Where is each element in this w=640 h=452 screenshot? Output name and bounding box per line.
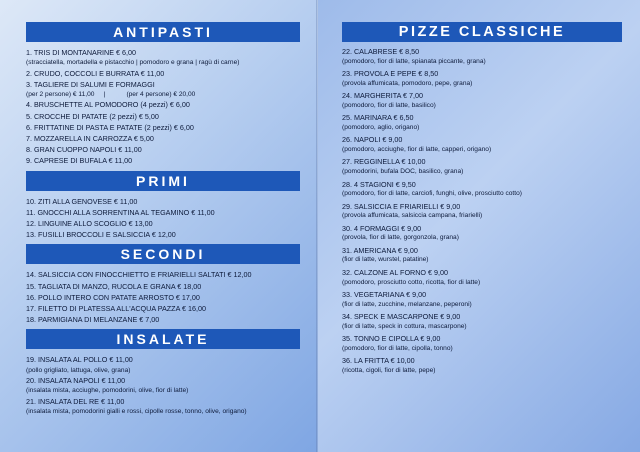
menu-item-name: 28. 4 STAGIONI € 9,50	[342, 179, 416, 189]
menu-item-name: 16. POLLO INTERO CON PATATE ARROSTO € 17,00	[26, 292, 200, 302]
menu-item-name: 27. REGGINELLA € 10,00	[342, 157, 426, 167]
menu-item-name: 13. FUSILLI BROCCOLI E SALSICCIA € 12,00	[26, 230, 176, 240]
menu-item-name: 33. VEGETARIANA € 9,00	[342, 290, 427, 300]
section-title: PRIMI	[26, 171, 300, 191]
menu-item-description: (pomodoro, aglio, origano)	[342, 123, 420, 131]
menu-item	[26, 375, 300, 396]
menu-item-name: 11. GNOCCHI ALLA SORRENTINA AL TEGAMINO € 11,00	[26, 207, 215, 217]
menu-item-name: 10. ZITI ALLA GENOVESE € 11,00	[26, 196, 138, 206]
section-primi	[26, 171, 300, 241]
menu-item	[26, 79, 300, 100]
menu-item-description: (pomodorini, bufala DOC, basilico, grana)	[342, 168, 464, 176]
menu-item-name: 1. TRIS DI MONTANARINE € 6,00	[26, 48, 136, 57]
menu-item	[342, 334, 622, 353]
menu-item-description: (pomodoro, fior di latte, basilico)	[342, 101, 436, 109]
section-title: PIZZE CLASSICHE	[342, 22, 622, 42]
menu-item-name: 24. MARGHERITA € 7,00	[342, 91, 423, 101]
menu-item	[26, 229, 300, 240]
menu-item	[26, 281, 300, 292]
menu-item	[342, 246, 622, 265]
menu-item-name: 9. CAPRESE DI BUFALA € 11,00	[26, 156, 133, 166]
menu-item	[26, 269, 300, 280]
menu-item-description: (provola, fior di latte, gorgonzola, grana)	[342, 234, 459, 242]
menu-item-description: (fior di latte, speck in cottura, mascarpone)	[342, 322, 467, 330]
menu-item	[26, 133, 300, 144]
menu-item	[342, 224, 622, 243]
section-insalate	[26, 329, 300, 416]
menu-item	[342, 91, 622, 110]
menu-item-name: 36. LA FRITTA € 10,00	[342, 356, 415, 366]
size-option: (per 4 persone) € 20,00	[126, 91, 196, 99]
menu-item-name: 14. SALSICCIA CON FINOCCHIETTO E FRIARIELLI SALTATI € 12,00	[26, 270, 252, 280]
menu-item-description: (pollo grigliato, lattuga, olive, grana)	[26, 366, 131, 374]
section-secondi	[26, 244, 300, 325]
size-separator: |	[103, 91, 106, 99]
menu-item-name: 22. CALABRESE € 8,50	[342, 47, 420, 56]
menu-item-description: (pomodoro, prosciutto cotto, ricotta, fior di latte)	[342, 278, 481, 286]
menu-item-name: 26. NAPOLI € 9,00	[342, 135, 403, 145]
pizza-list	[342, 47, 622, 375]
menu-item-name: 29. SALSICCIA E FRIARIELLI € 9,00	[342, 201, 461, 211]
menu-item	[26, 303, 300, 314]
menu-item-sizes	[26, 90, 300, 99]
menu-item-description: (pomodoro, fior di latte, spianata piccante, grana)	[342, 57, 486, 65]
menu-item	[342, 113, 622, 132]
menu-item	[342, 268, 622, 287]
menu-item-name: 31. AMERICANA € 9,00	[342, 245, 418, 255]
menu-item-description: (insalata mista, pomodorini gialli e rossi, cipolle rosse, tonno, olive, origano)	[26, 407, 247, 415]
menu-item	[342, 69, 622, 88]
menu-item-name: 32. CALZONE AL FORNO € 9,00	[342, 267, 448, 277]
menu-item-description: (pomodoro, acciughe, fior di latte, capperi, origano)	[342, 145, 492, 153]
menu-item	[26, 68, 300, 79]
menu-item	[26, 155, 300, 166]
menu-item-name: 5. CROCCHE DI PATATE (2 pezzi) € 5,00	[26, 111, 159, 121]
menu-item	[26, 354, 300, 375]
menu-item-name: 2. CRUDO, COCCOLI E BURRATA € 11,00	[26, 68, 165, 78]
section-antipasti	[26, 22, 300, 167]
menu-item-description: (provola affumicata, salsiccia campana, friarielli)	[342, 212, 483, 220]
menu-item-name: 8. GRAN CUOPPO NAPOLI € 11,00	[26, 145, 142, 155]
menu-item-name: 34. SPECK E MASCARPONE € 9,00	[342, 312, 461, 322]
menu-page-right	[318, 0, 640, 452]
menu-item-description: (provola affumicata, pomodoro, pepe, grana)	[342, 79, 473, 87]
menu-item-name: 19. INSALATA AL POLLO € 11,00	[26, 355, 133, 365]
menu-item	[342, 290, 622, 309]
menu-item-name: 12. LINGUINE ALLO SCOGLIO € 13,00	[26, 219, 153, 229]
menu-item-name: 30. 4 FORMAGGI € 9,00	[342, 223, 422, 233]
menu-item-name: 20. INSALATA NAPOLI € 11,00	[26, 376, 126, 386]
menu-item-description: (fior di latte, wurstel, patatine)	[342, 256, 429, 264]
menu-item	[342, 47, 622, 66]
menu-item	[26, 99, 300, 110]
menu-item-name: 21. INSALATA DEL RE € 11,00	[26, 396, 125, 406]
menu-item	[342, 202, 622, 221]
menu-item-description: (pomodoro, fior di latte, carciofi, funghi, olive, prosciutto cotto)	[342, 190, 522, 198]
menu-item	[26, 292, 300, 303]
menu-item	[342, 157, 622, 176]
menu-item-description: (insalata mista, acciughe, pomodorini, olive, fior di latte)	[26, 387, 189, 395]
menu-item-name: 35. TONNO E CIPOLLA € 9,00	[342, 334, 441, 344]
menu-item	[26, 144, 300, 155]
menu-item	[342, 135, 622, 154]
menu-item	[342, 356, 622, 375]
menu-item-name: 18. PARMIGIANA DI MELANZANE € 7,00	[26, 315, 160, 325]
menu-item-name: 23. PROVOLA E PEPE € 8,50	[342, 69, 439, 79]
menu-item-name: 17. FILETTO DI PLATESSA ALL'ACQUA PAZZA € 16,00	[26, 304, 206, 314]
menu-item-description: (ricotta, cigoli, fior di latte, pepe)	[342, 366, 436, 374]
menu-item	[26, 47, 300, 68]
menu-item-description: (fior di latte, zucchine, melanzane, peperoni)	[342, 300, 472, 308]
menu-item	[26, 314, 300, 325]
menu-item-name: 7. MOZZARELLA IN CARROZZA € 5,00	[26, 134, 154, 144]
menu-item	[342, 180, 622, 199]
menu-item-description: (pomodoro, fior di latte, cipolla, tonno)	[342, 344, 453, 352]
section-title: INSALATE	[26, 329, 300, 349]
menu-item-name: 15. TAGLIATA DI MANZO, RUCOLA E GRANA € 18,00	[26, 281, 202, 291]
menu-item-name: 6. FRITTATINE DI PASTA E PATATE (2 pezzi) € 6,00	[26, 122, 194, 132]
menu-page-left	[0, 0, 318, 452]
menu-item-description: (stracciatella, mortadella e pistacchio | pomodoro e grana | ragù di carne)	[26, 59, 240, 67]
menu-item	[26, 111, 300, 122]
menu-item	[26, 122, 300, 133]
size-option: (per 2 persone) € 11,00	[26, 91, 95, 99]
menu-item	[342, 312, 622, 331]
menu-item	[26, 396, 300, 417]
menu-item	[26, 218, 300, 229]
menu-item-name: 3. TAGLIERE DI SALUMI E FORMAGGI	[26, 79, 155, 89]
section-title: SECONDI	[26, 244, 300, 264]
menu-item-name: 4. BRUSCHETTE AL POMODORO (4 pezzi) € 6,00	[26, 100, 190, 110]
menu-item	[26, 207, 300, 218]
menu-item	[26, 196, 300, 207]
menu-item-name: 25. MARINARA € 6,50	[342, 113, 414, 123]
section-title: ANTIPASTI	[26, 22, 300, 42]
